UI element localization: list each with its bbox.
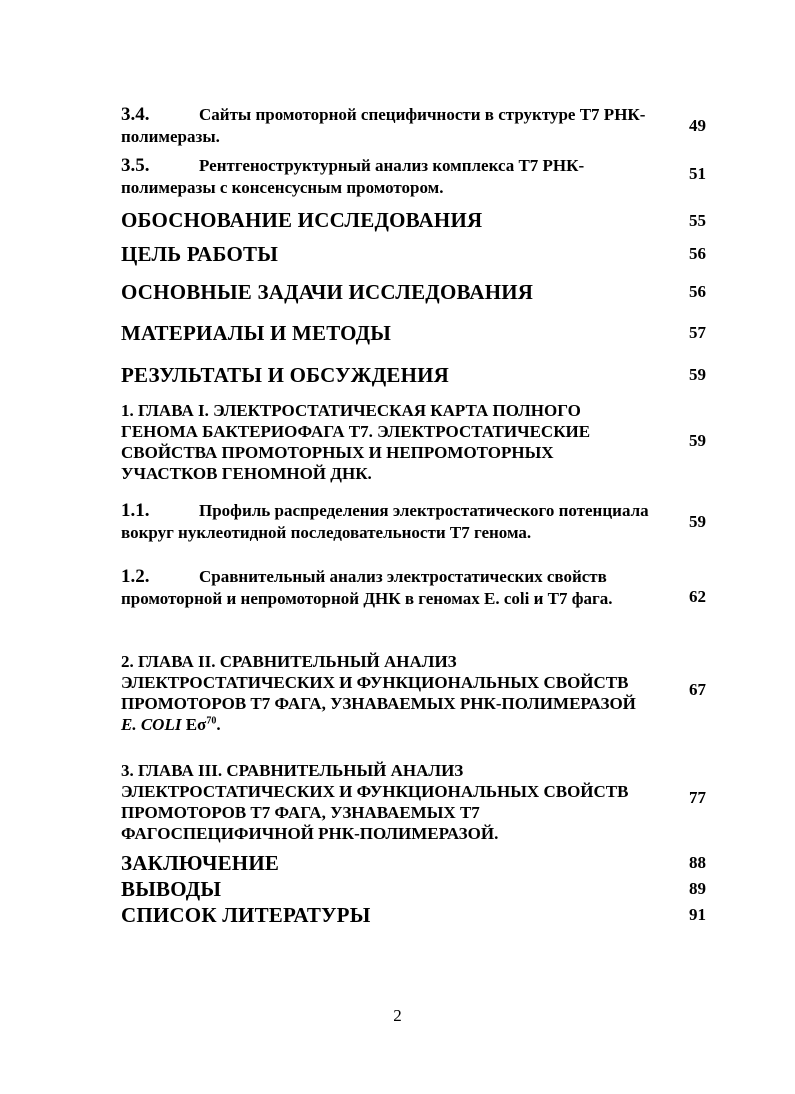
page-number: 88 [689,853,706,872]
page-number: 56 [689,244,706,263]
page-number: 67 [689,680,706,699]
toc-entry-1-2 [121,566,706,632]
section-title: Сравнительный анализ электростатических свойств промоторной и непромоторной ДНК в геномах E. coli и Т7 фага. [121,567,613,608]
section-title: МАТЕРИАЛЫ И МЕТОДЫ [121,321,392,345]
section-title: Рентгеноструктурный анализ комплекса Т7 РНК-полимеразы с консенсусным промотором. [121,156,585,197]
toc-entry-text [121,104,649,148]
page-number: 55 [689,211,706,230]
page-number: 89 [689,879,706,898]
toc-entry-text [121,566,649,610]
page-number: 57 [689,323,706,342]
page-number: 59 [689,431,706,450]
section-title-suffix: Eσ [181,715,207,734]
page-footer-number: 2 [393,1006,402,1025]
section-number: 1.1. [121,500,150,521]
toc-entry-methods [121,320,706,348]
page-number: 62 [689,587,706,606]
toc-entry-rationale [121,207,706,235]
section-number: 3.4. [121,104,150,125]
toc-entry-references [121,902,706,928]
section-number: 3.5. [121,155,150,176]
section-title: ВЫВОДЫ [121,877,222,901]
page-number: 59 [689,365,706,384]
toc-entry-chapter-2 [121,651,706,739]
section-title: Профиль распределения электростатического потенциала вокруг нуклеотидной последовательности Т7 генома. [121,501,649,542]
toc-entry-findings [121,876,706,902]
section-title: ЦЕЛЬ РАБОТЫ [121,242,279,266]
page-number: 77 [689,788,706,807]
toc-entry-goal [121,241,706,269]
toc-entry-results [121,362,706,390]
section-number: 1.2. [121,566,150,587]
section-title-end: . [216,715,221,734]
toc-entry-text [121,500,649,544]
section-title: РЕЗУЛЬТАТЫ И ОБСУЖДЕНИЯ [121,363,450,387]
page-number: 59 [689,512,706,531]
section-title: Сайты промоторной специфичности в структуре Т7 РНК-полимеразы. [121,105,646,146]
toc-entry-chapter-1 [121,400,706,486]
page-number: 91 [689,905,706,924]
section-title: ЗАКЛЮЧЕНИЕ [121,851,280,875]
toc-entry-1-1 [121,500,706,546]
toc-entry-text [121,651,649,735]
section-title: 2. ГЛАВА II. СРАВНИТЕЛЬНЫЙ АНАЛИЗ ЭЛЕКТРОСТАТИЧЕСКИХ И ФУНКЦИОНАЛЬНЫХ СВОЙСТВ ПРОМОТОРОВ Т7 ФАГА, УЗНАВАЕМЫХ РНК-ПОЛИМЕРАЗОЙ [121,652,636,713]
toc-entry-3-5 [121,155,706,201]
page-number: 51 [689,164,706,183]
toc-entry-3-4 [121,104,706,150]
section-title: СПИСОК ЛИТЕРАТУРЫ [121,903,371,927]
toc-entry-tasks [121,279,706,307]
section-title-italic: E. COLI [121,715,182,734]
page-number: 56 [689,282,706,301]
toc-entry-text [121,155,649,199]
toc-entry-chapter-3 [121,760,706,846]
section-title: ОСНОВНЫЕ ЗАДАЧИ ИССЛЕДОВАНИЯ [121,280,534,304]
section-title-sup: 70 [206,715,217,727]
page-number: 49 [689,116,706,135]
section-title: 3. ГЛАВА III. СРАВНИТЕЛЬНЫЙ АНАЛИЗ ЭЛЕКТРОСТАТИЧЕСКИХ И ФУНКЦИОНАЛЬНЫХ СВОЙСТВ ПРОМОТОРОВ Т7 ФАГА, УЗНАВАЕМЫХ Т7 ФАГОСПЕЦИФИЧНОЙ РНК-ПОЛИМЕРАЗОЙ. [121,761,629,843]
section-title: 1. ГЛАВА I. ЭЛЕКТРОСТАТИЧЕСКАЯ КАРТА ПОЛНОГО ГЕНОМА БАКТЕРИОФАГА Т7. ЭЛЕКТРОСТАТИЧЕСКИЕ СВОЙСТВА ПРОМОТОРНЫХ И НЕПРОМОТОРНЫХ УЧАСТКОВ ГЕНОМНОЙ ДНК. [121,401,591,483]
toc-entry-conclusion [121,850,706,876]
section-title: ОБОСНОВАНИЕ ИССЛЕДОВАНИЯ [121,208,483,232]
